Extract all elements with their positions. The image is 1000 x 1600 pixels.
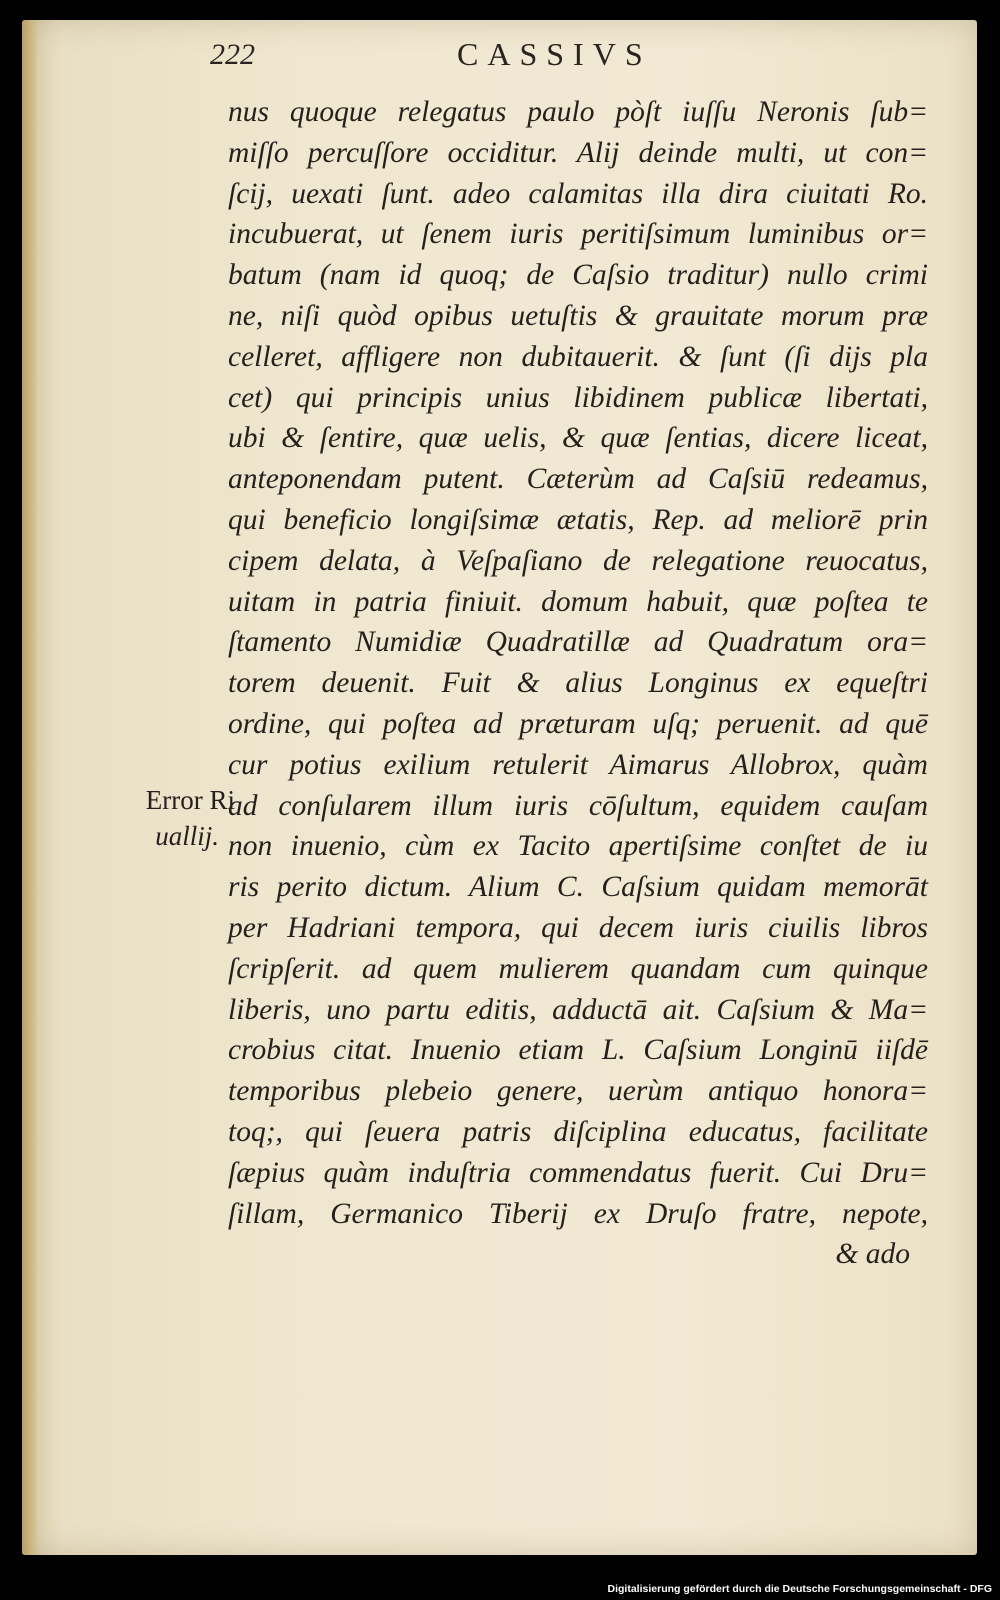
- text-line: temporibus plebeio genere, uerùm antiquo honora=: [228, 1075, 928, 1108]
- text-line: ſcij, uexati ſunt. adeo calamitas illa dira ciuitati Ro.: [228, 177, 928, 210]
- text-line: non inuenio, cùm ex Tacito apertiſsime conſtet de iu: [228, 830, 928, 863]
- text-line: anteponendam putent. Cæterùm ad Caſsiū redeamus,: [228, 463, 928, 496]
- text-line: ſillam, Germanico Tiberij ex Druſo fratre, nepote,: [228, 1197, 928, 1230]
- marginal-note-line: uallij.: [155, 821, 219, 851]
- text-line: toq;, qui ſeuera patris diſciplina educatus, facilitate: [228, 1115, 928, 1148]
- text-line: incubuerat, ut ſenem iuris peritiſsimum luminibus or=: [228, 218, 928, 251]
- page-number: 222: [210, 38, 255, 71]
- text-line: qui beneficio longiſsimæ ætatis, Rep. ad meliorē prin: [228, 503, 928, 536]
- text-line: torem deuenit. Fuit & alius Longinus ex equeſtri: [228, 667, 928, 700]
- text-line: ubi & ſentire, quæ uelis, & quæ ſentias, dicere liceat,: [228, 422, 928, 455]
- text-line: batum (nam id quoq; de Caſsio traditur) nullo crimi: [228, 259, 928, 292]
- text-line: liberis, uno partu editis, adductā ait. Caſsium & Ma=: [228, 993, 928, 1026]
- text-line: nus quoque relegatus paulo pòſt iuſſu Neronis ſub=: [228, 96, 928, 128]
- running-head: CASSIVS: [457, 36, 652, 72]
- text-line: & ado: [835, 1238, 910, 1271]
- text-line: cur potius exilium retulerit Aimarus Allobrox, quàm: [228, 748, 928, 781]
- text-line: ne, niſi quòd opibus uetuſtis & grauitate morum præ: [228, 299, 928, 332]
- text-line: ordine, qui poſtea ad præturam uſq; peruenit. ad quē: [228, 707, 928, 740]
- text-line: ris perito dictum. Alium C. Caſsium quidam memorāt: [228, 871, 928, 904]
- text-line: ad conſularem illum iuris cōſultum, equidem cauſam: [228, 789, 928, 822]
- text-line: per Hadriani tempora, qui decem iuris ciuilis libros: [228, 911, 928, 944]
- page-binding-edge: [22, 20, 38, 1555]
- digitization-credit: Digitalisierung gefördert durch die Deutsche Forschungsgemeinschaft - DFG: [607, 1583, 992, 1595]
- text-line: celleret, affligere non dubitauerit. & ſunt (ſi dijs pla: [228, 340, 928, 373]
- text-line: ſtamento Numidiæ Quadratillæ ad Quadratum ora=: [228, 626, 928, 659]
- text-line: cipem delata, à Veſpaſiano de relegatione reuocatus,: [228, 544, 928, 577]
- text-line: crobius citat. Inuenio etiam L. Caſsium Longinū iiſdē: [228, 1034, 928, 1067]
- text-line: uitam in patria finiuit. domum habuit, quæ poſtea te: [228, 585, 928, 618]
- marginal-note: [115, 782, 235, 854]
- text-line: ſcripſerit. ad quem mulierem quandam cum quinque: [228, 952, 928, 985]
- text-line: miſſo percuſſore occiditur. Alij deinde multi, ut con=: [228, 136, 928, 169]
- text-line: cet) qui principis unius libidinem publicæ libertati,: [228, 381, 928, 414]
- body-text-block: [228, 92, 928, 1275]
- marginal-note-line: Error Ri: [145, 785, 235, 815]
- text-line: ſæpius quàm induſtria commendatus fuerit. Cui Dru=: [228, 1156, 928, 1189]
